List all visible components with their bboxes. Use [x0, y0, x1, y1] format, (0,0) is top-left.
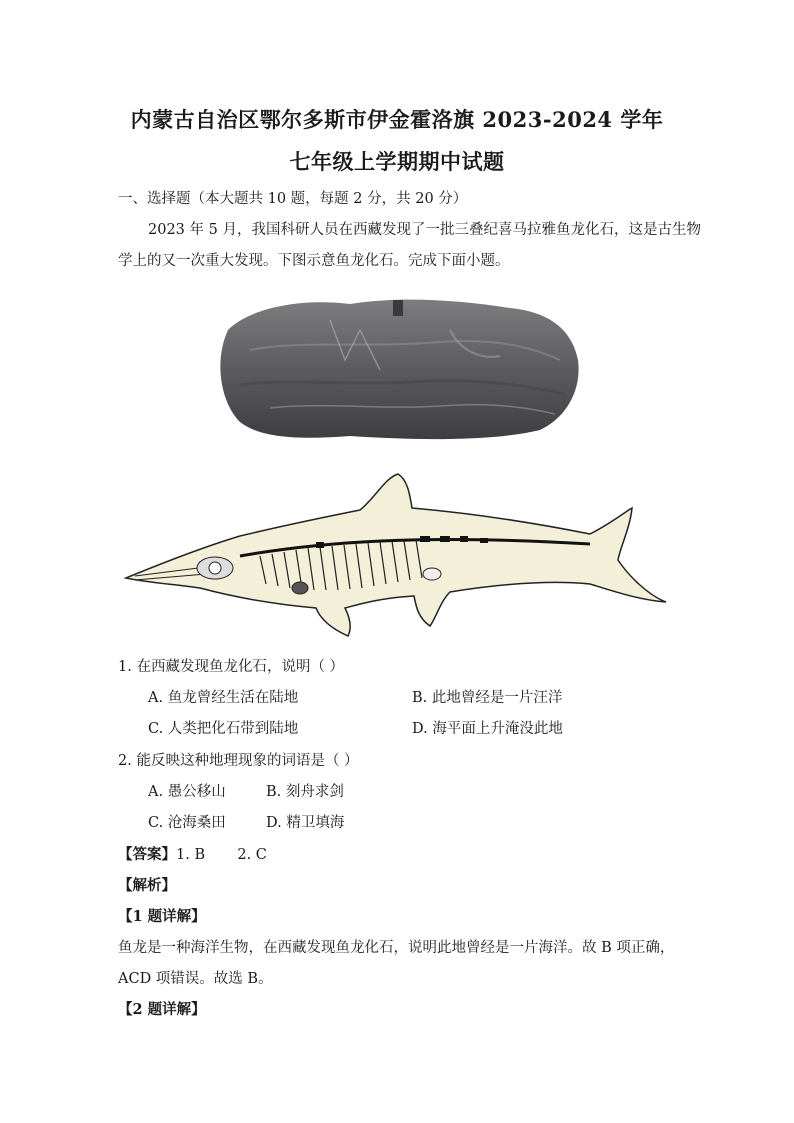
analysis-label: 【解析】: [118, 877, 176, 894]
q1-analysis-line1: 鱼龙是一种海洋生物，在西藏发现鱼龙化石，说明此地曾经是一片海洋。故 B 项正确，: [118, 940, 675, 956]
question-1-option-c: C. 人类把化石带到陆地: [148, 721, 299, 737]
question-1-option-a: A. 鱼龙曾经生活在陆地: [148, 690, 299, 706]
question-1-stem: 1. 在西藏发现鱼龙化石，说明（ ）: [118, 659, 345, 675]
question-2-stem: 2. 能反映这种地理现象的词语是（ ）: [118, 753, 359, 769]
q1-analysis-label: 【1 题详解】: [118, 908, 206, 925]
ichthyosaur-skeleton-icon: [120, 468, 680, 643]
intro-line1: 2023 年 5 月，我国科研人员在西藏发现了一批三叠纪喜马拉雅鱼龙化石，这是古生物: [148, 222, 701, 238]
question-1-option-b: B. 此地曾经是一片汪洋: [412, 690, 563, 706]
answer-label: 【答案】: [118, 846, 176, 863]
answer-row: [118, 843, 267, 864]
q2-analysis-label: 【2 题详解】: [118, 1001, 206, 1018]
intro-line2: 学上的又一次重大发现。下图示意鱼龙化石。完成下面小题。: [118, 253, 510, 269]
answer-text: 1. B 2. C: [176, 847, 267, 863]
exam-title-line2: 七年级上学期期中试题: [289, 149, 505, 174]
exam-title-line1: 内蒙古自治区鄂尔多斯市伊金霍洛旗 2023-2024 学年: [130, 107, 664, 132]
question-1-option-d: D. 海平面上升淹没此地: [412, 721, 563, 737]
section-heading: 一、选择题（本大题共 10 题，每题 2 分，共 20 分）: [118, 191, 468, 207]
question-2-option-b: B. 刻舟求剑: [266, 784, 344, 800]
question-2-option-a: A. 愚公移山: [148, 784, 226, 800]
q1-analysis-line2: ACD 项错误。故选 B。: [118, 971, 273, 987]
question-2-option-c: C. 沧海桑田: [148, 815, 226, 831]
question-2-option-d: D. 精卫填海: [266, 815, 345, 831]
rock-fossil-photo-icon: [210, 290, 590, 450]
